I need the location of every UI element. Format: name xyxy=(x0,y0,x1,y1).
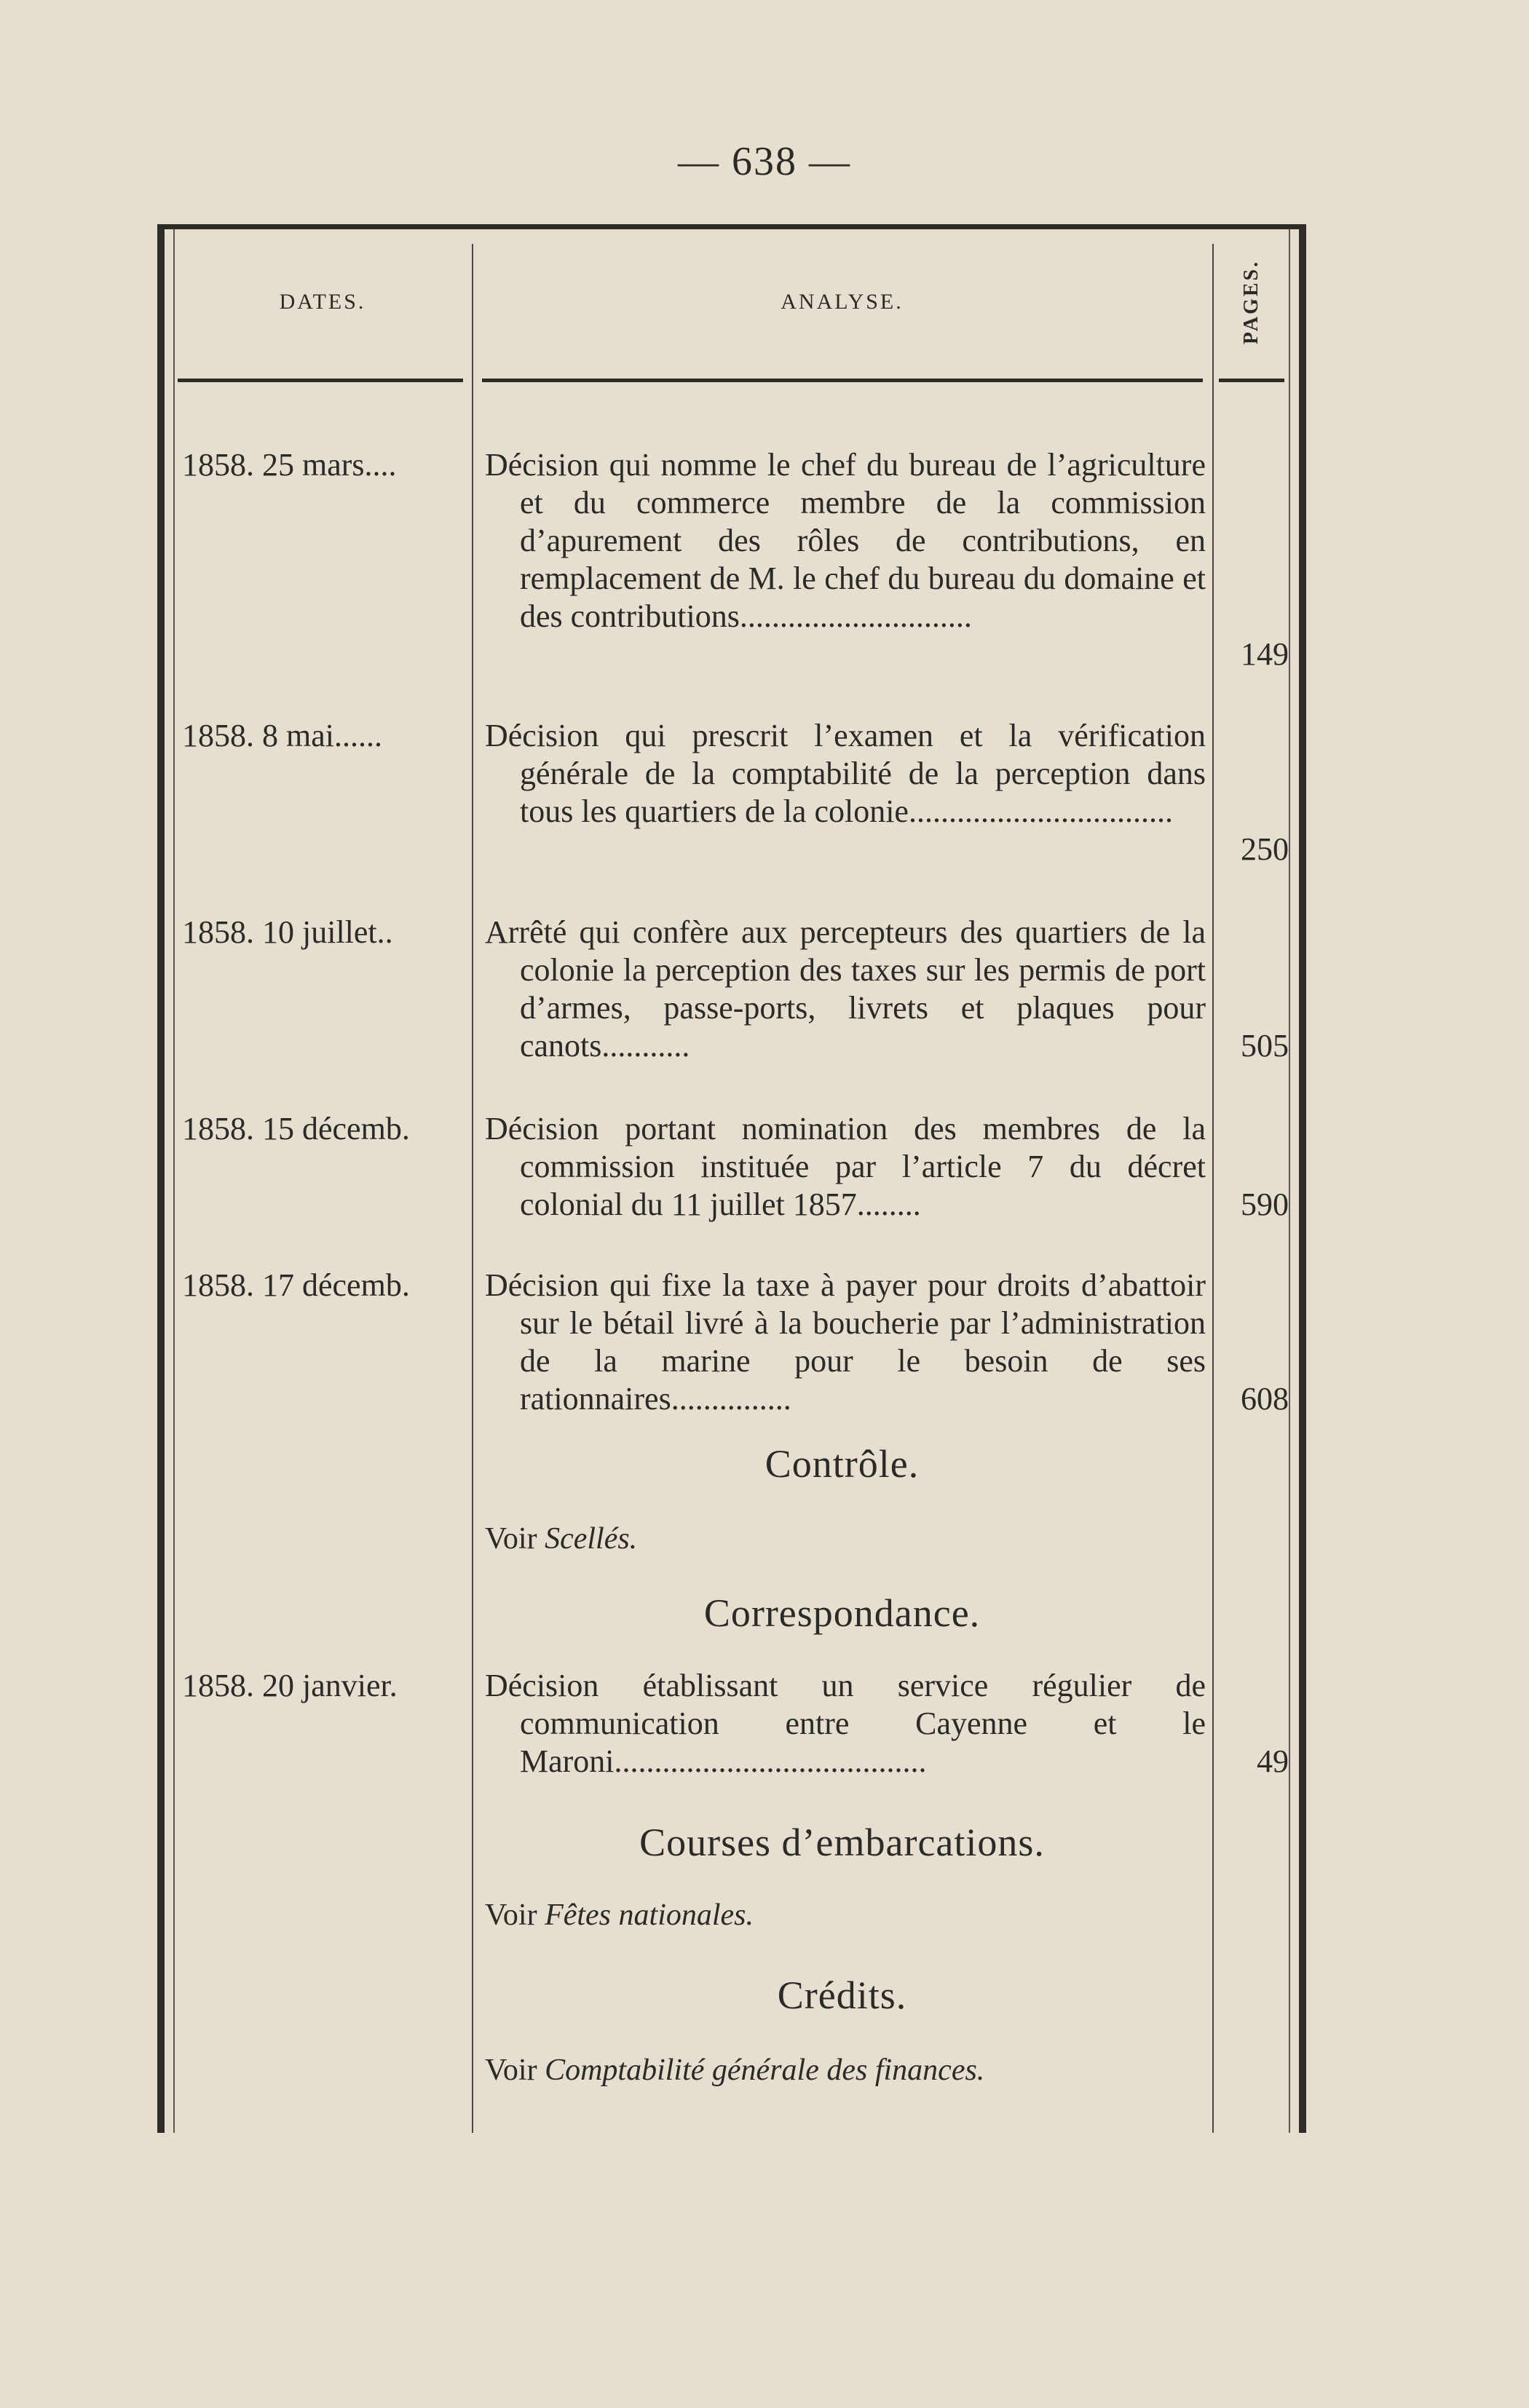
entry-text: Décision qui prescrit l’examen et la vérification générale de la comptabilité de la perception dans tous les quartiers de la colonie................................. xyxy=(485,718,1206,829)
entry-date: 1858. 17 décemb. xyxy=(182,1267,410,1303)
header-rule-dates xyxy=(178,379,463,382)
see-prefix: Voir xyxy=(485,2053,537,2087)
header-rule-pages xyxy=(1219,379,1284,382)
header-pages-label: PAGES. xyxy=(1240,259,1263,345)
entry-date: 1858. 10 juillet.. xyxy=(182,914,393,950)
entry-page: 250 xyxy=(1241,831,1289,867)
entry-text: Décision établissant un service régulier de communication entre Cayenne et le Maroni....................................... xyxy=(485,1668,1206,1779)
section-heading-correspondance: Correspondance. xyxy=(703,1591,981,1635)
table-inner-border-left xyxy=(173,229,175,2133)
entry-date: 1858. 20 janvier. xyxy=(182,1668,398,1703)
header-dates: DATES. xyxy=(279,290,366,314)
entry-text: Décision portant nomination des membres de la commission instituée par l’article 7 du décret colonial du 11 juillet 1857........ xyxy=(485,1111,1206,1222)
see-reference-target: Comptabilité générale des finances. xyxy=(545,2053,985,2087)
entry-page: 590 xyxy=(1241,1187,1289,1222)
header-pages xyxy=(1214,229,1290,375)
column-separator-pages xyxy=(1212,244,1214,2133)
header-rule-analyse xyxy=(482,379,1203,382)
section-heading-controle: Contrôle. xyxy=(764,1442,920,1486)
see-reference-target: Fêtes nationales. xyxy=(545,1898,754,1932)
entry-date: 1858. 8 mai...... xyxy=(182,718,382,753)
entry-text: Décision qui nomme le chef du bureau de l’agriculture et du commerce membre de la commission d’apurement des rôles de contributions, en remplacement de M. le chef du bureau du domaine et des contributions............................. xyxy=(485,447,1206,634)
header-analyse: ANALYSE. xyxy=(781,290,904,314)
table-inner-border-right xyxy=(1289,229,1290,2133)
section-heading-courses: Courses d’embarcations. xyxy=(639,1821,1045,1864)
see-reference xyxy=(485,1521,1206,1556)
entry-date: 1858. 15 décemb. xyxy=(182,1111,410,1146)
entry-page: 49 xyxy=(1257,1743,1289,1779)
see-prefix: Voir xyxy=(485,1898,537,1932)
page-number: — 638 — xyxy=(678,139,851,184)
see-reference xyxy=(485,1898,1206,1933)
see-reference-target: Scellés. xyxy=(545,1522,638,1556)
section-heading-credits: Crédits. xyxy=(777,1973,907,2017)
entry-page: 149 xyxy=(1241,636,1289,672)
entry-page: 505 xyxy=(1241,1028,1289,1064)
see-prefix: Voir xyxy=(485,1522,537,1556)
entry-date: 1858. 25 mars.... xyxy=(182,447,397,483)
see-reference xyxy=(485,2053,1206,2088)
entry-page: 608 xyxy=(1241,1381,1289,1417)
entry-text: Arrêté qui confère aux percepteurs des quartiers de la colonie la perception des taxes sur les permis de port d’armes, passe-ports, livrets et plaques pour canots........... xyxy=(485,914,1206,1064)
entry-text: Décision qui fixe la taxe à payer pour droits d’abattoir sur le bétail livré à la boucherie par l’administration de la marine pour le besoin de ses rationnaires............... xyxy=(485,1267,1206,1417)
index-table xyxy=(157,224,1306,2133)
